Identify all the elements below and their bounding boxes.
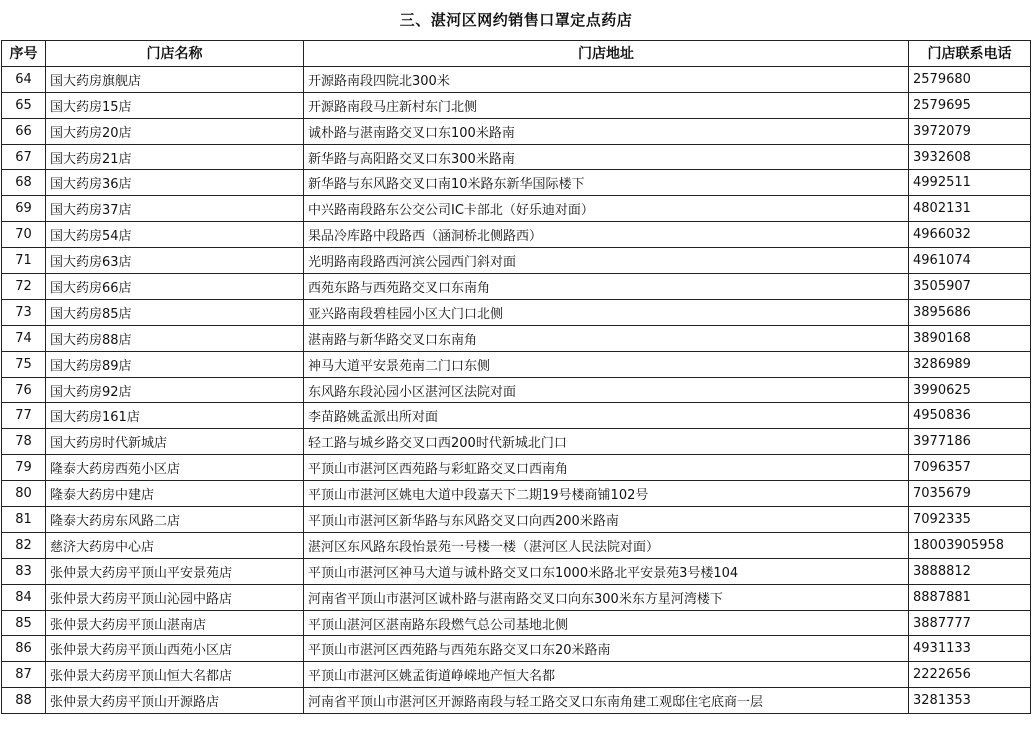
row-no: 74: [2, 325, 46, 351]
row-phone: 4802131: [909, 196, 1031, 222]
row-address: 湛南路与新华路交叉口东南角: [304, 325, 909, 351]
row-no: 80: [2, 481, 46, 507]
row-no: 82: [2, 532, 46, 558]
row-no: 76: [2, 377, 46, 403]
table-row: [2, 299, 1031, 325]
row-no: 70: [2, 222, 46, 248]
row-phone: 3890168: [909, 325, 1031, 351]
row-address: 平顶山市湛河区神马大道与诚朴路交叉口东1000米路北平安景苑3号楼104: [304, 558, 909, 584]
table-row: [2, 403, 1031, 429]
row-store-name: 国大药房85店: [46, 299, 304, 325]
row-store-name: 国大药房92店: [46, 377, 304, 403]
row-store-name: 国大药房88店: [46, 325, 304, 351]
table-row: [2, 274, 1031, 300]
row-address: 开源路南段马庄新村东门北侧: [304, 92, 909, 118]
row-address: 果品冷库路中段路西（涵洞桥北侧路西）: [304, 222, 909, 248]
row-phone: 3932608: [909, 144, 1031, 170]
row-address: 轻工路与城乡路交叉口西200时代新城北门口: [304, 429, 909, 455]
row-store-name: 国大药房21店: [46, 144, 304, 170]
row-store-name: 国大药房37店: [46, 196, 304, 222]
row-phone: 3505907: [909, 274, 1031, 300]
row-no: 71: [2, 248, 46, 274]
row-phone: 3281353: [909, 688, 1031, 714]
row-phone: 7096357: [909, 455, 1031, 481]
row-address: 光明路南段路西河滨公园西门斜对面: [304, 248, 909, 274]
row-no: 88: [2, 688, 46, 714]
row-no: 79: [2, 455, 46, 481]
row-address: 平顶山市湛河区姚孟街道峥嵘地产恒大名都: [304, 662, 909, 688]
row-address: 平顶山市湛河区新华路与东风路交叉口向西200米路南: [304, 507, 909, 533]
header-no: 序号: [2, 41, 46, 67]
table-row: [2, 610, 1031, 636]
table-row: [2, 377, 1031, 403]
row-address: 新华路与高阳路交叉口东300米路南: [304, 144, 909, 170]
row-no: 66: [2, 118, 46, 144]
row-phone: 4992511: [909, 170, 1031, 196]
table-row: [2, 636, 1031, 662]
row-address: 河南省平顶山市湛河区开源路南段与轻工路交叉口东南角建工观邸住宅底商一层: [304, 688, 909, 714]
row-store-name: 张仲景大药房平顶山西苑小区店: [46, 636, 304, 662]
row-phone: 3887777: [909, 610, 1031, 636]
table-row: [2, 170, 1031, 196]
row-phone: 4950836: [909, 403, 1031, 429]
row-address: 平顶山市湛河区姚电大道中段嘉天下二期19号楼商铺102号: [304, 481, 909, 507]
table-row: [2, 248, 1031, 274]
row-address: 诚朴路与湛南路交叉口东100米路南: [304, 118, 909, 144]
table-row: [2, 532, 1031, 558]
row-store-name: 国大药房66店: [46, 274, 304, 300]
table-row: [2, 584, 1031, 610]
row-phone: 7035679: [909, 481, 1031, 507]
row-store-name: 国大药房旗舰店: [46, 66, 304, 92]
table-row: [2, 325, 1031, 351]
row-address: 河南省平顶山市湛河区诚朴路与湛南路交叉口向东300米东方星河湾楼下: [304, 584, 909, 610]
row-phone: 3977186: [909, 429, 1031, 455]
row-address: 李苗路姚孟派出所对面: [304, 403, 909, 429]
table-row: [2, 662, 1031, 688]
row-no: 68: [2, 170, 46, 196]
row-address: 亚兴路南段碧桂园小区大门口北侧: [304, 299, 909, 325]
row-address: 西苑东路与西苑路交叉口东南角: [304, 274, 909, 300]
row-no: 75: [2, 351, 46, 377]
row-store-name: 张仲景大药房平顶山湛南店: [46, 610, 304, 636]
row-phone: 7092335: [909, 507, 1031, 533]
row-phone: 4966032: [909, 222, 1031, 248]
row-no: 73: [2, 299, 46, 325]
table-row: [2, 429, 1031, 455]
row-no: 85: [2, 610, 46, 636]
row-phone: 3286989: [909, 351, 1031, 377]
row-store-name: 国大药房161店: [46, 403, 304, 429]
row-phone: 4961074: [909, 248, 1031, 274]
table-row: [2, 118, 1031, 144]
row-phone: 18003905958: [909, 532, 1031, 558]
row-address: 开源路南段四院北300米: [304, 66, 909, 92]
row-store-name: 张仲景大药房平顶山开源路店: [46, 688, 304, 714]
table-row: [2, 481, 1031, 507]
table-title: 三、湛河区网约销售口罩定点药店: [399, 11, 633, 29]
row-store-name: 慈济大药房中心店: [46, 532, 304, 558]
table-row: [2, 92, 1031, 118]
row-store-name: 国大药房15店: [46, 92, 304, 118]
table-row: [2, 688, 1031, 714]
row-phone: 3990625: [909, 377, 1031, 403]
row-no: 86: [2, 636, 46, 662]
row-store-name: 国大药房时代新城店: [46, 429, 304, 455]
pharmacy-table: [1, 40, 1031, 714]
row-no: 87: [2, 662, 46, 688]
row-no: 72: [2, 274, 46, 300]
table-row: [2, 66, 1031, 92]
row-store-name: 国大药房20店: [46, 118, 304, 144]
table-row: [2, 222, 1031, 248]
row-address: 平顶山湛河区湛南路东段燃气总公司基地北侧: [304, 610, 909, 636]
table-row: [2, 351, 1031, 377]
row-store-name: 张仲景大药房平顶山沁园中路店: [46, 584, 304, 610]
row-phone: 3888812: [909, 558, 1031, 584]
row-phone: 2579695: [909, 92, 1031, 118]
row-no: 83: [2, 558, 46, 584]
table-row: [2, 558, 1031, 584]
row-no: 77: [2, 403, 46, 429]
row-phone: 4931133: [909, 636, 1031, 662]
row-address: 平顶山市湛河区西苑路与西苑东路交叉口东20米路南: [304, 636, 909, 662]
row-address: 中兴路南段路东公交公司IC卡部北（好乐迪对面）: [304, 196, 909, 222]
row-store-name: 国大药房36店: [46, 170, 304, 196]
row-address: 东风路东段沁园小区湛河区法院对面: [304, 377, 909, 403]
row-address: 新华路与东风路交叉口南10米路东新华国际楼下: [304, 170, 909, 196]
row-store-name: 张仲景大药房平顶山平安景苑店: [46, 558, 304, 584]
header-store-address: 门店地址: [304, 41, 909, 67]
row-phone: 2579680: [909, 66, 1031, 92]
row-address: 湛河区东风路东段怡景苑一号楼一楼（湛河区人民法院对面）: [304, 532, 909, 558]
table-row: [2, 507, 1031, 533]
header-store-phone: 门店联系电话: [909, 41, 1031, 67]
table-row: [2, 144, 1031, 170]
row-no: 65: [2, 92, 46, 118]
row-store-name: 隆泰大药房中建店: [46, 481, 304, 507]
row-no: 64: [2, 66, 46, 92]
row-address: 神马大道平安景苑南二门口东侧: [304, 351, 909, 377]
table-row: [2, 455, 1031, 481]
row-no: 67: [2, 144, 46, 170]
header-store-name: 门店名称: [46, 41, 304, 67]
row-no: 78: [2, 429, 46, 455]
row-store-name: 张仲景大药房平顶山恒大名都店: [46, 662, 304, 688]
row-store-name: 国大药房63店: [46, 248, 304, 274]
row-phone: 3972079: [909, 118, 1031, 144]
row-store-name: 国大药房54店: [46, 222, 304, 248]
table-row: [2, 196, 1031, 222]
row-store-name: 隆泰大药房西苑小区店: [46, 455, 304, 481]
row-phone: 8887881: [909, 584, 1031, 610]
row-phone: 3895686: [909, 299, 1031, 325]
row-no: 84: [2, 584, 46, 610]
row-phone: 2222656: [909, 662, 1031, 688]
row-address: 平顶山市湛河区西苑路与彩虹路交叉口西南角: [304, 455, 909, 481]
row-no: 69: [2, 196, 46, 222]
row-store-name: 国大药房89店: [46, 351, 304, 377]
header-row: [2, 41, 1031, 67]
row-no: 81: [2, 507, 46, 533]
row-store-name: 隆泰大药房东风路二店: [46, 507, 304, 533]
